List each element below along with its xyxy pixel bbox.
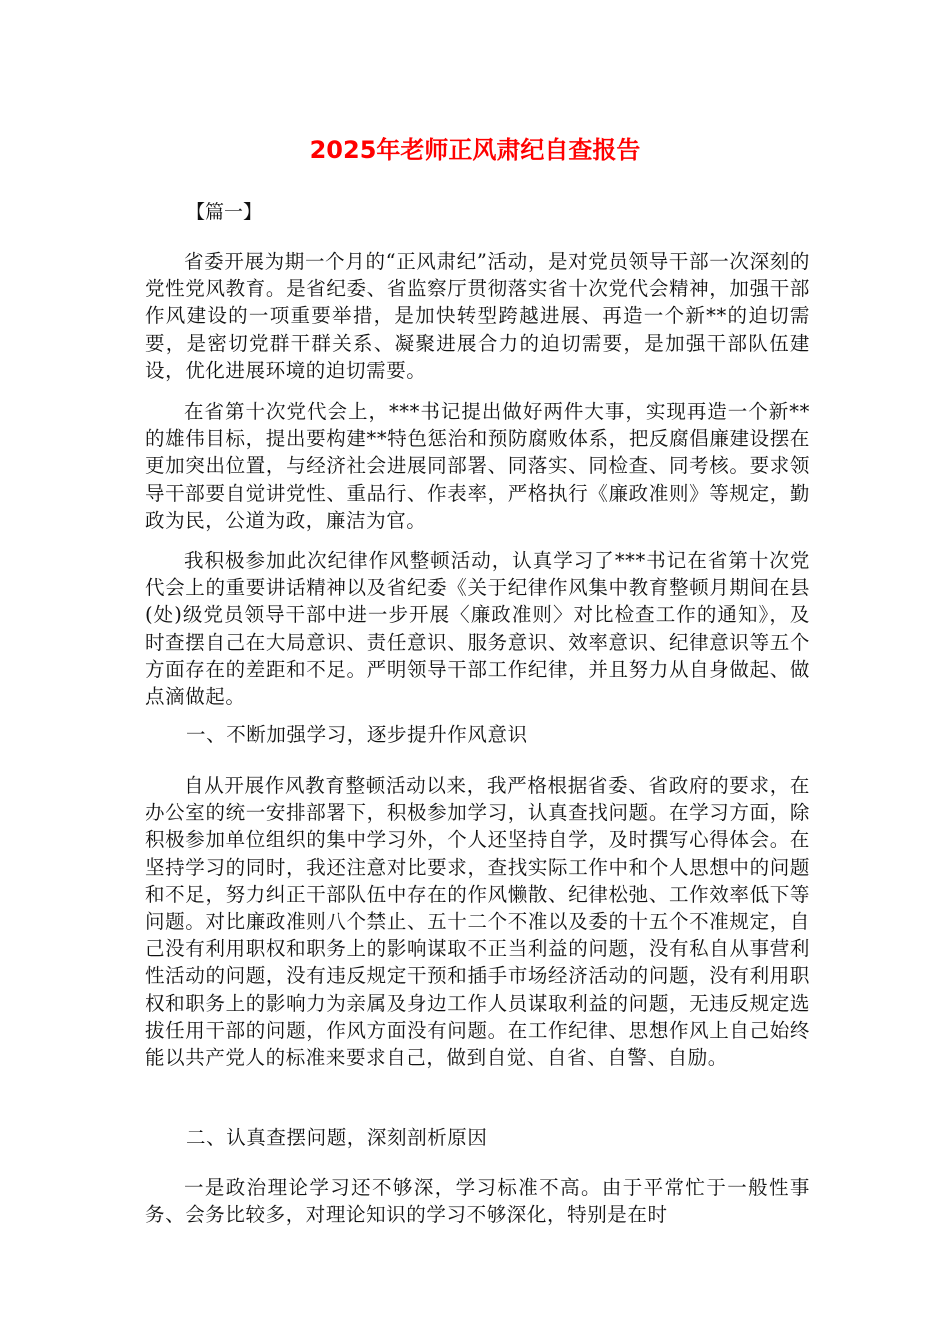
document-title: 2025年老师正风肃纪自查报告 [309, 136, 641, 164]
paragraph-1: 省委开展为期一个月的“正风肃纪”活动，是对党员领导干部一次深刻的党性党风教育。是省纪委、省监察厅贯彻落实省十次党代会精神，加强干部作风建设的一项重要举措，是加快转型跨越进展、再造一个新**的迫切需要，是密切党群干群关系、凝聚进展合力的迫切需要，是加强干部队伍建设，优化进展环境的迫切需要。 [145, 250, 810, 382]
section-heading-1: 一、不断加强学习，逐步提升作风意识 [186, 723, 528, 746]
section-tag: 【篇一】 [186, 201, 263, 223]
paragraph-4: 自从开展作风教育整顿活动以来，我严格根据省委、省政府的要求，在办公室的统一安排部署下，积极参加学习，认真查找问题。在学习方面，除积极参加单位组织的集中学习外，个人还坚持自学，及时撰写心得体会。在坚持学习的同时，我还注意对比要求，查找实际工作中和个人思想中的问题和不足，努力纠正干部队伍中存在的作风懒散、纪律松弛、工作效率低下等问题。对比廉政准则八个禁止、五十二个不准以及委的十五个不准规定，自己没有利用职权和职务上的影响谋取不正当利益的问题，没有私自从事营利性活动的问题，没有违反规定干预和插手市场经济活动的问题，没有利用职权和职务上的影响力为亲属及身边工作人员谋取利益的问题，无违反规定选拔任用干部的问题，作风方面没有问题。在工作纪律、思想作风上自己始终能以共产党人的标准来要求自己，做到自觉、自省、自警、自励。 [145, 774, 810, 1070]
section-heading-2: 二、认真查摆问题，深刻剖析原因 [186, 1126, 488, 1149]
paragraph-3: 我积极参加此次纪律作风整顿活动，认真学习了***书记在省第十次党代会上的重要讲话精神以及省纪委《关于纪律作风集中教育整顿月期间在县(处)级党员领导干部中进一步开展〈廉政准则〉对比检查工作的通知》，及时查摆自己在大局意识、责任意识、服务意识、效率意识、纪律意识等五个方面存在的差距和不足。严明领导干部工作纪律，并且努力从自身做起、做点滴做起。 [145, 549, 810, 709]
paragraph-5: 一是政治理论学习还不够深，学习标准不高。由于平常忙于一般性事务、会务比较多，对理论知识的学习不够深化，特别是在时 [145, 1176, 810, 1227]
paragraph-2: 在省第十次党代会上，***书记提出做好两件大事，实现再造一个新**的雄伟目标，提出要构建**特色惩治和预防腐败体系，把反腐倡廉建设摆在更加突出位置，与经济社会进展同部署、同落实、同检查、同考核。要求领导干部要自觉讲党性、重品行、作表率，严格执行《廉政准则》等规定，勤政为民，公道为政，廉洁为官。 [145, 400, 810, 532]
